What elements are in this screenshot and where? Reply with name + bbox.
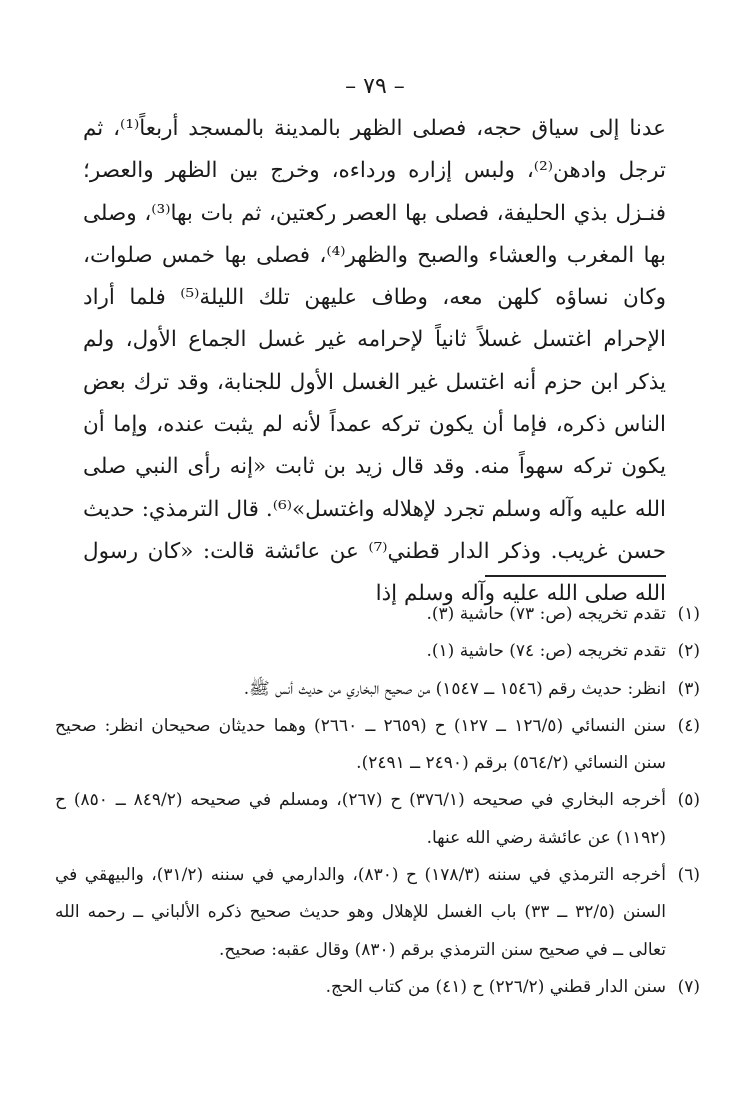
footnote-number: (٥) (677, 790, 700, 811)
footnote-2 (55, 633, 700, 670)
footnote-text: تقدم تخريجه (ص: ٧٣) حاشية (٣). (426, 604, 666, 624)
footnote-3 (55, 671, 700, 708)
footnote-number: (٧) (677, 976, 700, 997)
footnote-text: انظر: حديث رقم (١٥٤٦ ــ ١٥٤٧) من صحيح البخاري من حديث أنس ﷺ. (243, 678, 666, 699)
footnote-text: أخرجه الترمذي في سننه (١٧٨/٣) ح (٨٣٠)، والدارمي في سننه (٣١/٢)، والبيهقي في السنن (٣٢/٥ ــ ٣٣) باب الغسل للإهلال وهو حديث صحيح ذكره الألباني ــ رحمه الله تعالى ــ في صحيح سنن الترمذي برقم (٨٣٠) وقال عقبه: صحيح. (55, 865, 667, 960)
footnote-text: سنن النسائي (١٢٦/٥ ــ ١٢٧) ح (٢٦٥٩ ــ ٢٦٦٠) وهما حديثان صحيحان انظر: صحيح سنن النسائي (٥٦٤/٢) برقم (٢٤٩٠ ــ ٢٤٩١). (55, 715, 666, 774)
footnote-number: (١) (677, 604, 700, 624)
footnotes (55, 596, 700, 1006)
footnote-1 (55, 596, 700, 633)
footnote-separator (485, 575, 666, 577)
footnote-7 (55, 969, 700, 1006)
footnote-number: (٤) (677, 715, 700, 736)
main-text (83, 108, 666, 616)
footnote-4 (55, 708, 700, 783)
footnote-number: (٣) (677, 678, 700, 699)
footnote-text: سنن الدار قطني (٢٢٦/٢) ح (٤١) من كتاب الحج. (325, 976, 666, 997)
footnote-number: (٢) (677, 641, 700, 662)
page-number: – ٧٩ – (345, 74, 405, 99)
main-paragraph: عدنا إلى سياق حجه، فصلى الظهر بالمدينة بالمسجد أربعاً⁽¹⁾، ثم ترجل وادهن⁽²⁾، ولبس إزاره ورداءه، وخرج بين الظهر والعصر؛ فنـزل بذي الحليفة، فصلى بها العصر ركعتين، ثم بات بها⁽³⁾، وصلى بها المغرب والعشاء والصبح والظهر⁽⁴⁾، فصلى بها خمس صلوات، وكان نساؤه كلهن معه، وطاف عليهن تلك الليلة⁽⁵⁾ فلما أراد الإحرام اغتسل غسلاً ثانياً لإحرامه غير غسل الجماع الأول، ولم يذكر ابن حزم أنه اغتسل غير الغسل الأول للجنابة، وقد ترك بعض الناس ذكره، فإما أن يكون تركه عمداً لأنه لم يثبت عنده، وإما أن يكون تركه سهواً منه. وقد قال زيد بن ثابت «إنه رأى النبي صلى الله عليه وآله وسلم تجرد لإهلاله واغتسل»⁽⁶⁾. قال الترمذي: حديث حسن غريب. وذكر الدار قطني⁽⁷⁾ عن عائشة قالت: «كان رسول الله صلى الله عليه وآله وسلم إذا (83, 116, 666, 607)
footnote-6 (55, 857, 700, 969)
footnote-text: أخرجه البخاري في صحيحه (٣٧٦/١) ح (٢٦٧)، ومسلم في صحيحه (٨٤٩/٢ ــ ٨٥٠) ح (١١٩٢) عن عائشة رضي الله عنها. (55, 790, 667, 848)
footnote-number: (٦) (677, 865, 700, 886)
footnote-text: تقدم تخريجه (ص: ٧٤) حاشية (١). (426, 641, 666, 662)
footnote-5 (55, 782, 700, 857)
